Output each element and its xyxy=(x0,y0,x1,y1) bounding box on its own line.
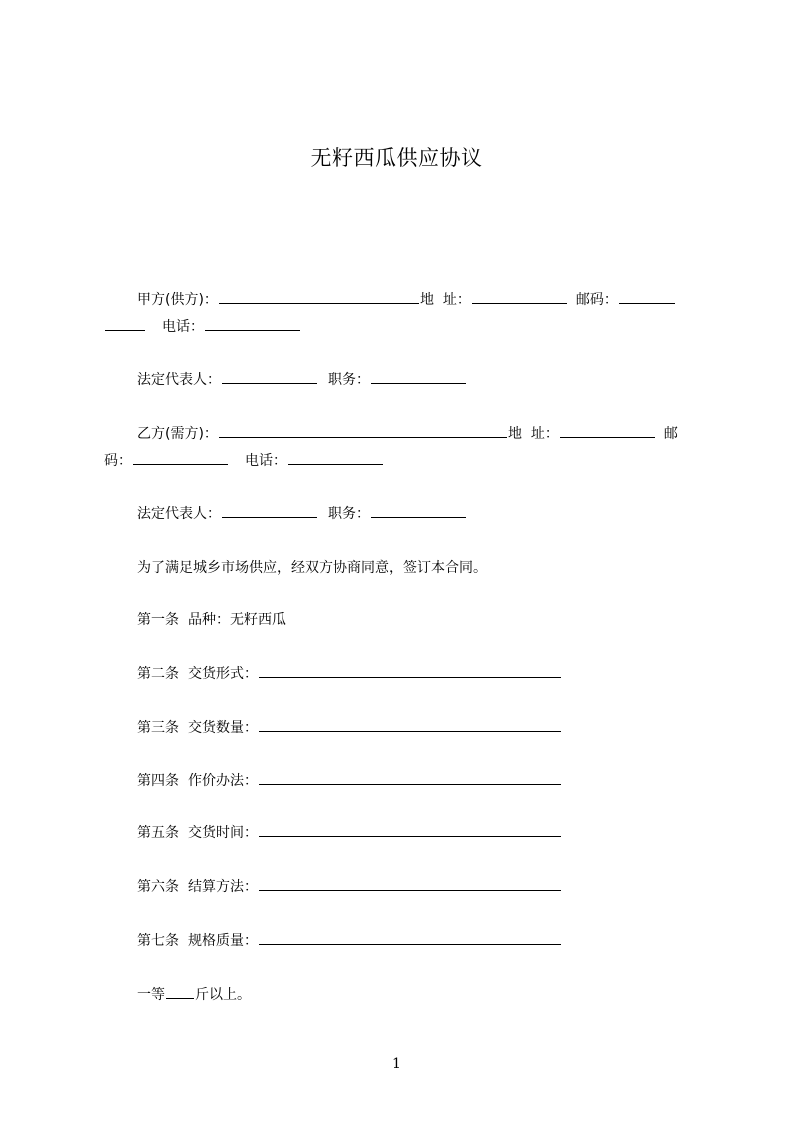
article-title: 规格质量： xyxy=(188,933,258,949)
party-a-name-field[interactable] xyxy=(219,289,419,304)
party-a-address-label: 地 址： xyxy=(419,292,471,308)
article-number: 第三条 xyxy=(137,720,179,736)
party-a-block xyxy=(104,287,701,341)
party-b-line-2 xyxy=(104,448,701,475)
party-a-position-label: 职务： xyxy=(328,372,370,388)
article-field[interactable] xyxy=(259,770,561,785)
party-a-postcode-field-cont[interactable] xyxy=(105,316,145,331)
grade-weight-field[interactable] xyxy=(166,984,194,999)
party-b-name-field[interactable] xyxy=(219,423,507,438)
party-a-line-1 xyxy=(104,287,701,314)
grade-suffix: 斤以上。 xyxy=(195,987,251,1003)
article-field[interactable] xyxy=(259,930,561,945)
article-title: 交货形式： xyxy=(188,666,258,682)
article-title: 作价办法： xyxy=(188,773,258,789)
article-number: 第六条 xyxy=(137,879,179,895)
document-title: 无籽西瓜供应协议 xyxy=(310,146,483,170)
grade-line xyxy=(104,982,701,1009)
party-a-phone-label: 电话： xyxy=(162,319,204,335)
article-field[interactable] xyxy=(259,663,561,678)
party-b-label: 乙方(需方)： xyxy=(137,426,218,442)
party-b-position-label: 职务： xyxy=(328,506,370,522)
article-number: 第四条 xyxy=(137,773,179,789)
party-b-rep-label: 法定代表人： xyxy=(137,506,221,522)
party-b-rep-line xyxy=(104,501,701,528)
party-a-label: 甲方(供方)： xyxy=(137,292,218,308)
article-4 xyxy=(104,768,701,795)
article-number: 第二条 xyxy=(137,666,179,682)
article-6 xyxy=(104,874,701,901)
party-b-address-field[interactable] xyxy=(560,423,655,438)
article-7 xyxy=(104,928,701,955)
party-a-postcode-label: 邮码： xyxy=(575,292,618,308)
article-field[interactable] xyxy=(259,822,561,837)
grade-prefix: 一等 xyxy=(137,987,165,1003)
article-title: 交货数量： xyxy=(188,720,258,736)
party-a-line-2 xyxy=(104,314,701,341)
party-a-rep-field[interactable] xyxy=(222,369,317,384)
party-b-line-1 xyxy=(104,421,701,448)
party-a-postcode-field[interactable] xyxy=(619,289,675,304)
article-title: 结算方法： xyxy=(188,879,258,895)
article-number: 第五条 xyxy=(137,825,179,841)
intro-paragraph xyxy=(104,555,701,582)
party-b-position-field[interactable] xyxy=(371,503,466,518)
party-a-rep-label: 法定代表人： xyxy=(137,372,221,388)
article-field[interactable] xyxy=(259,717,561,732)
article-title: 品种：无籽西瓜 xyxy=(188,612,286,628)
party-b-postcode-label-1: 邮 xyxy=(663,426,678,442)
article-field[interactable] xyxy=(259,876,561,891)
article-number: 第七条 xyxy=(137,933,179,949)
party-b-phone-field[interactable] xyxy=(288,450,383,465)
article-3 xyxy=(104,715,701,742)
article-5 xyxy=(104,820,701,847)
party-b-postcode-label-2: 码： xyxy=(104,453,132,469)
party-a-rep-line xyxy=(104,367,701,394)
article-number: 第一条 xyxy=(137,612,179,628)
intro-text: 为了满足城乡市场供应，经双方协商同意，签订本合同。 xyxy=(137,560,487,576)
party-a-address-field[interactable] xyxy=(472,289,567,304)
article-title: 交货时间： xyxy=(188,825,258,841)
party-b-rep-field[interactable] xyxy=(222,503,317,518)
party-a-position-field[interactable] xyxy=(371,369,466,384)
party-b-phone-label: 电话： xyxy=(245,453,287,469)
party-b-block xyxy=(104,421,701,475)
page-number: 1 xyxy=(392,1056,401,1072)
party-b-address-label: 地 址： xyxy=(507,426,559,442)
article-2 xyxy=(104,661,701,688)
article-1 xyxy=(104,607,701,634)
party-b-postcode-field[interactable] xyxy=(133,450,228,465)
party-a-phone-field[interactable] xyxy=(205,316,300,331)
